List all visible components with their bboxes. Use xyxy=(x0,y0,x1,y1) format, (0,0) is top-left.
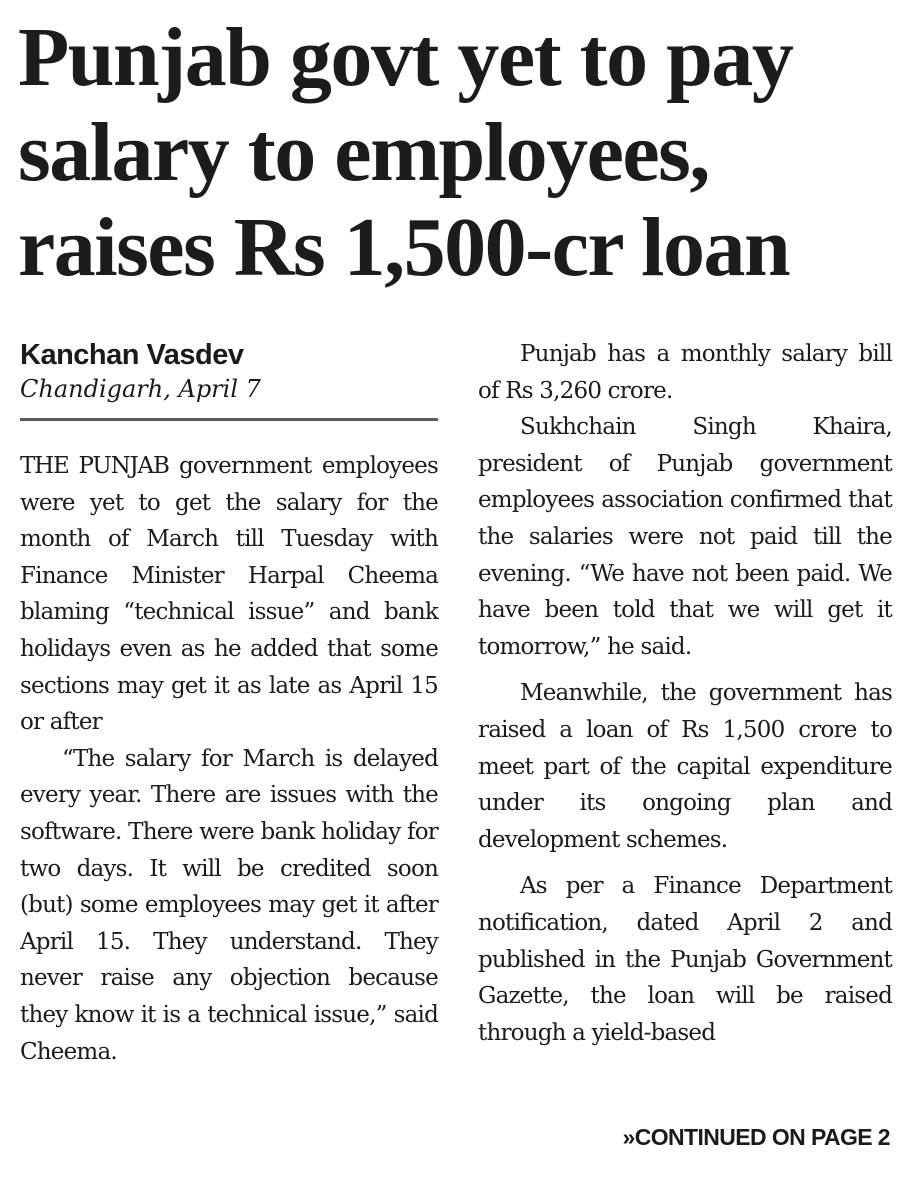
paragraph-1-text: government employees were yet to get the salary for the month of March till Tuesday with Finance Minister Harpal Cheema blaming “technical issue” and bank holidays even as he added that some sections may get it as late as April 15 or after xyxy=(20,453,438,736)
paragraph-1 xyxy=(20,448,438,741)
paragraph-5: Meanwhile, the government has raised a loan of Rs 1,500 crore to meet part of the capital expenditure under its ongoing plan and development schemes. xyxy=(478,680,892,853)
author-name: Kanchan Vasdev xyxy=(20,339,244,371)
right-column xyxy=(478,336,892,1051)
paragraph-6: As per a Finance Department notification, dated April 2 and published in the Punjab Government Gazette, the loan will be raised through a yield-based xyxy=(478,873,892,1046)
dateline: Chandigarh, April 7 xyxy=(20,375,261,403)
paragraph-4: Sukhchain Singh Khaira, president of Punjab government employees association confirmed that the salaries were not paid till the evening. “We have not been paid. We have been told that we will get it tomorrow,” he said. xyxy=(478,414,892,660)
paragraph-2: “The salary for March is delayed every year. There are issues with the software. There were bank holiday for two days. It will be credited soon (but) some employees may get it after April 15. They understand. They never raise any objection because they know it is a technical issue,” said Cheema. xyxy=(20,745,438,1065)
left-column xyxy=(20,448,438,1070)
byline xyxy=(20,338,440,406)
paragraph-3: Punjab has a monthly salary bill of Rs 3,260 crore. xyxy=(478,341,892,404)
continued-on-page-link[interactable]: »CONTINUED ON PAGE 2 xyxy=(622,1124,890,1150)
headline: Punjab govt yet to pay salary to employees, raises Rs 1,500-cr loan xyxy=(18,11,793,294)
lead-caps: THE PUNJAB xyxy=(20,453,169,479)
byline-divider xyxy=(20,418,438,421)
